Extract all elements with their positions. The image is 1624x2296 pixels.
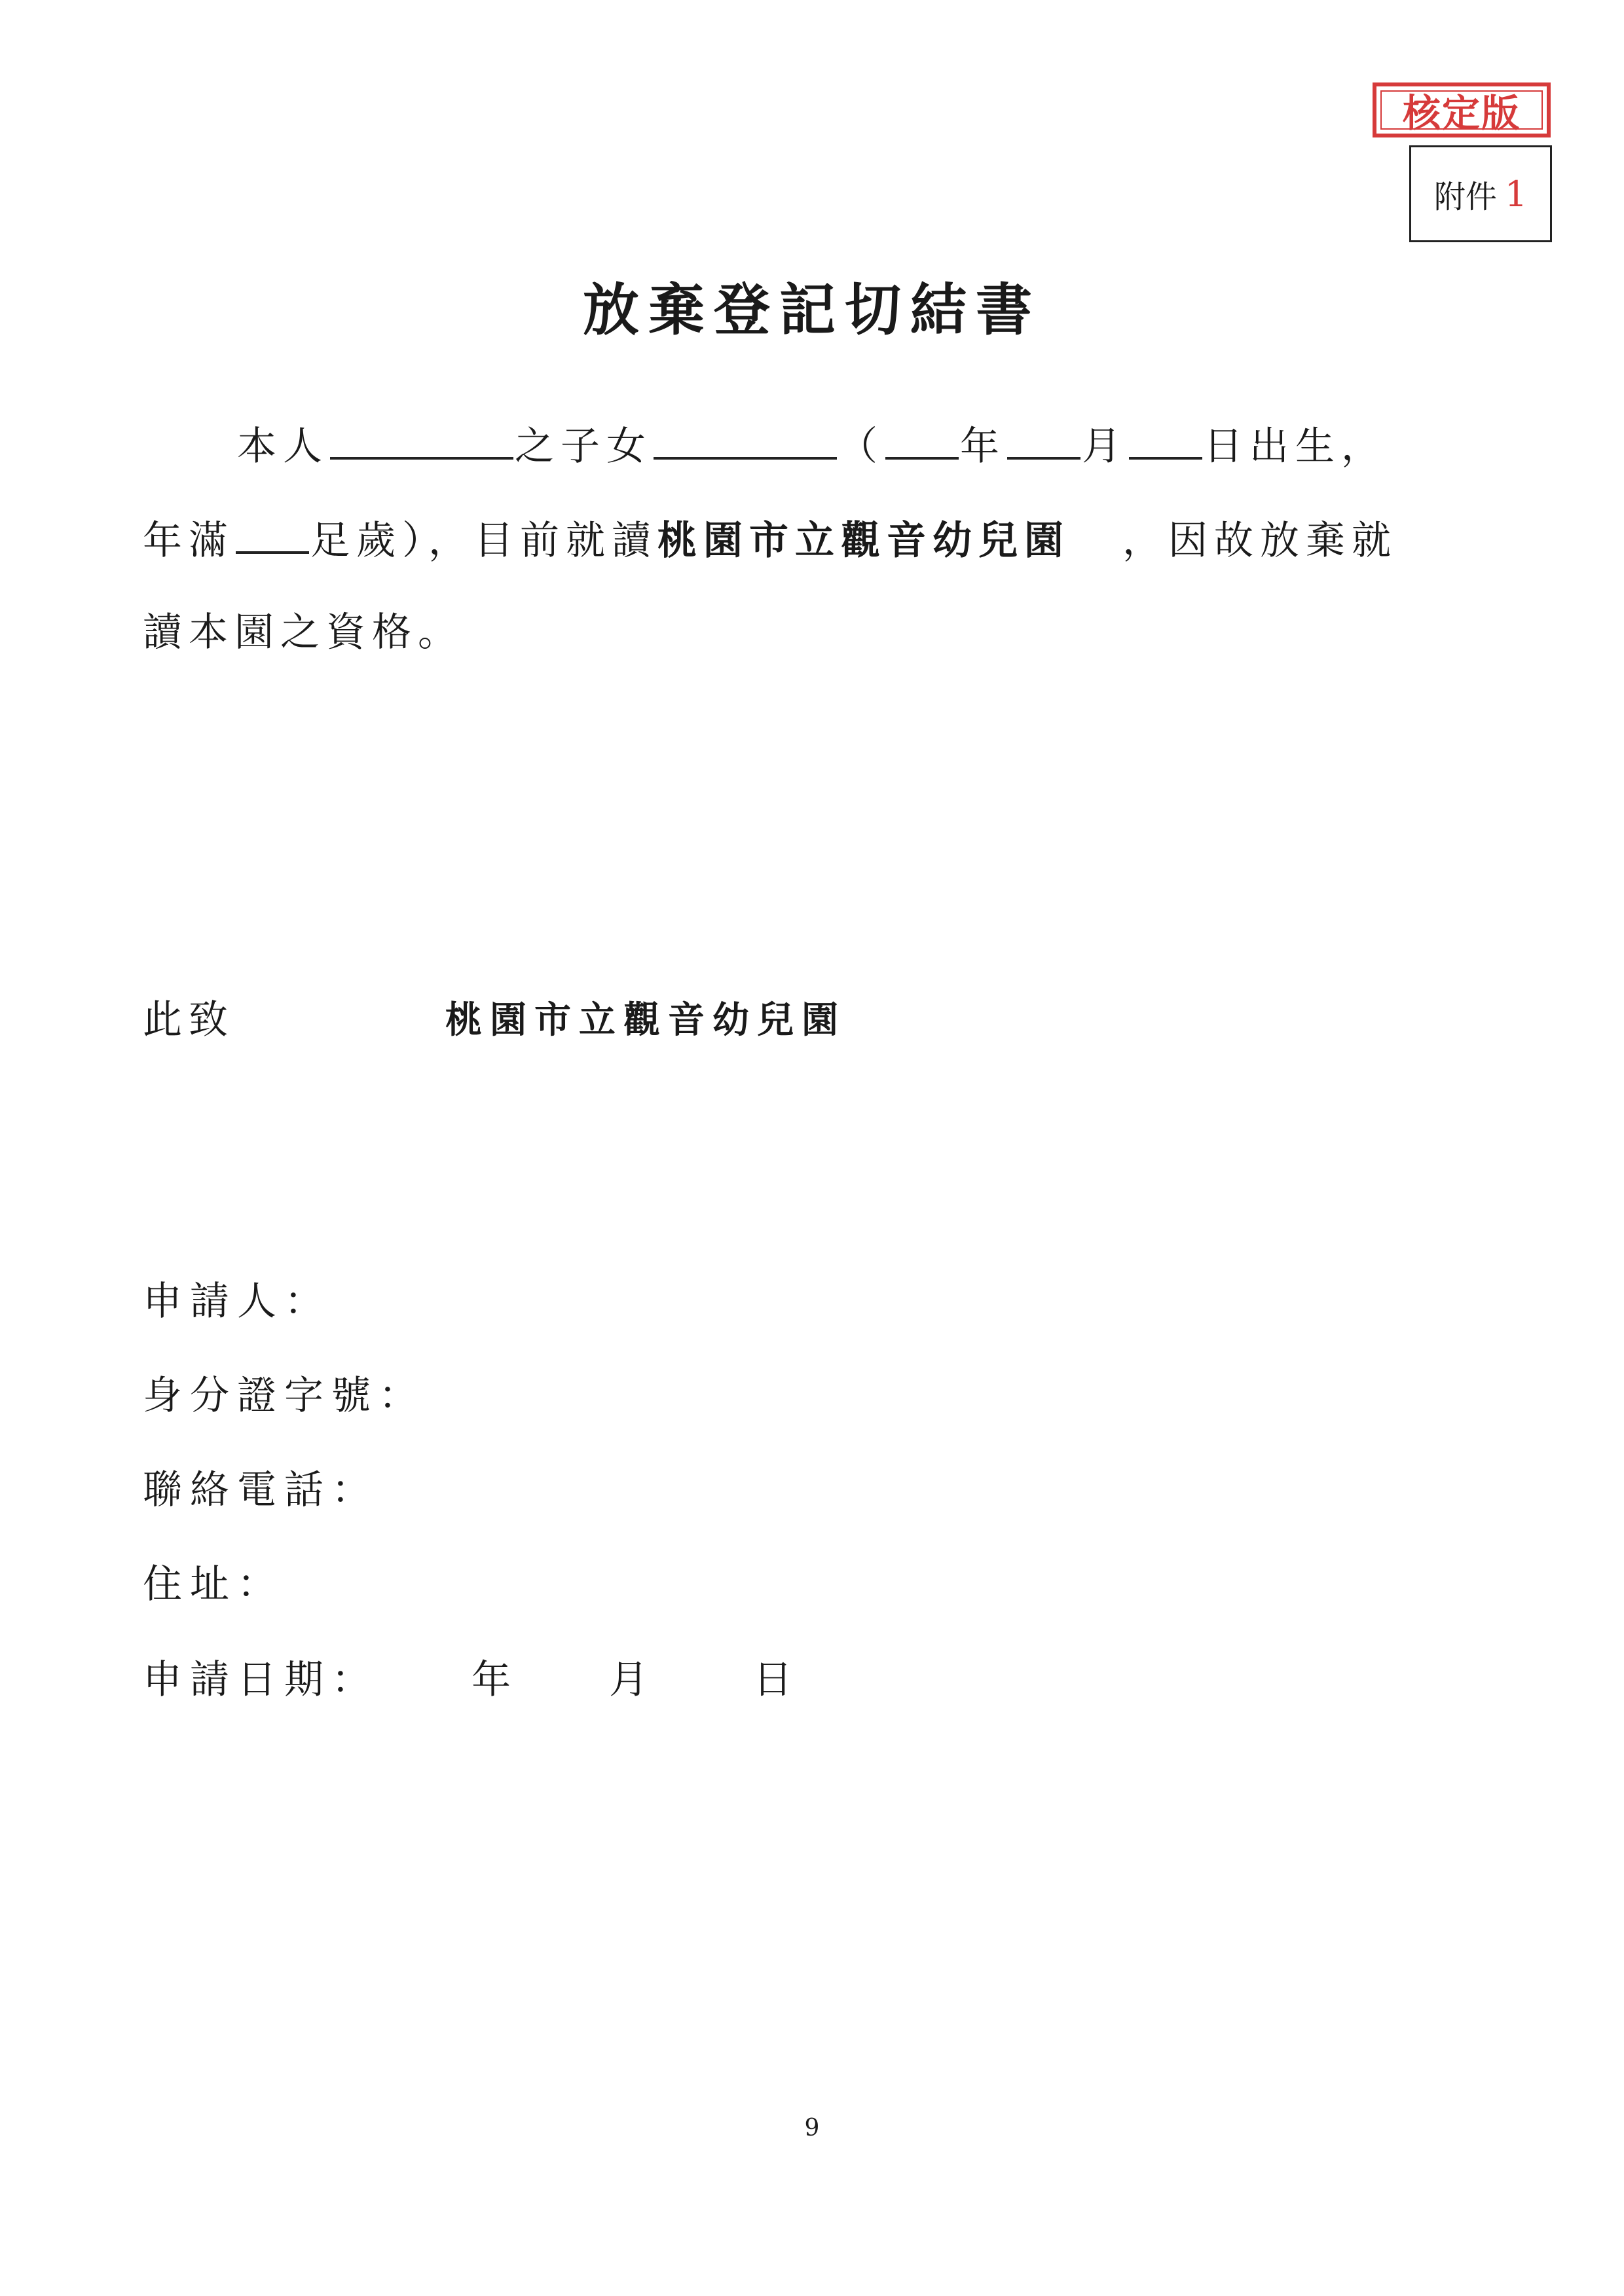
closing-organization: 桃園市立觀音幼兒園 xyxy=(445,998,846,1042)
birth-day-blank xyxy=(1129,423,1202,460)
annex-label-box xyxy=(1409,145,1552,242)
annex-number: 1 xyxy=(1504,173,1528,215)
text-year: 年 xyxy=(960,424,1006,469)
stamp-inner-border xyxy=(1380,90,1543,130)
text-i: 本人 xyxy=(237,424,329,469)
text-child: 之子女 xyxy=(515,424,652,469)
child-name-blank xyxy=(654,423,837,460)
approved-version-stamp xyxy=(1373,82,1551,137)
stamp-text: 核定版 xyxy=(1402,91,1521,136)
date-day-unit: 日 xyxy=(753,1657,792,1703)
text-give-up: ，因故放棄就 xyxy=(1122,518,1397,564)
birth-year-blank xyxy=(885,423,959,460)
parent-name-blank xyxy=(330,423,513,460)
id-number-field-label: 身分證字號： xyxy=(143,1373,426,1419)
birth-month-blank xyxy=(1007,423,1080,460)
address-field-label: 住址： xyxy=(143,1561,284,1607)
body-line-3: 讀本園之資格。 xyxy=(143,610,464,655)
page-number: 9 xyxy=(804,2115,820,2141)
applicant-field-label: 申請人： xyxy=(143,1279,331,1324)
text-paren-open: （ xyxy=(838,424,884,469)
text-day-born: 日出生， xyxy=(1204,424,1387,469)
annex-label: 附件 xyxy=(1433,178,1497,215)
date-year-unit: 年 xyxy=(471,1657,511,1703)
document-title: 放棄登記切結書 xyxy=(583,277,1041,343)
application-date-label: 申請日期： xyxy=(143,1657,378,1703)
text-full-age: 年滿 xyxy=(143,518,234,564)
body-line-2 xyxy=(143,517,1397,564)
age-blank xyxy=(236,517,309,554)
phone-field-label: 聯絡電話： xyxy=(143,1467,378,1513)
text-month: 月 xyxy=(1082,424,1128,469)
school-name: 桃園市立觀音幼兒園 xyxy=(657,518,1070,564)
body-line-1 xyxy=(237,423,1387,469)
date-month-unit: 月 xyxy=(609,1657,648,1703)
text-currently-attending: 足歲），目前就讀 xyxy=(310,518,657,564)
closing-label: 此致 xyxy=(143,997,234,1043)
